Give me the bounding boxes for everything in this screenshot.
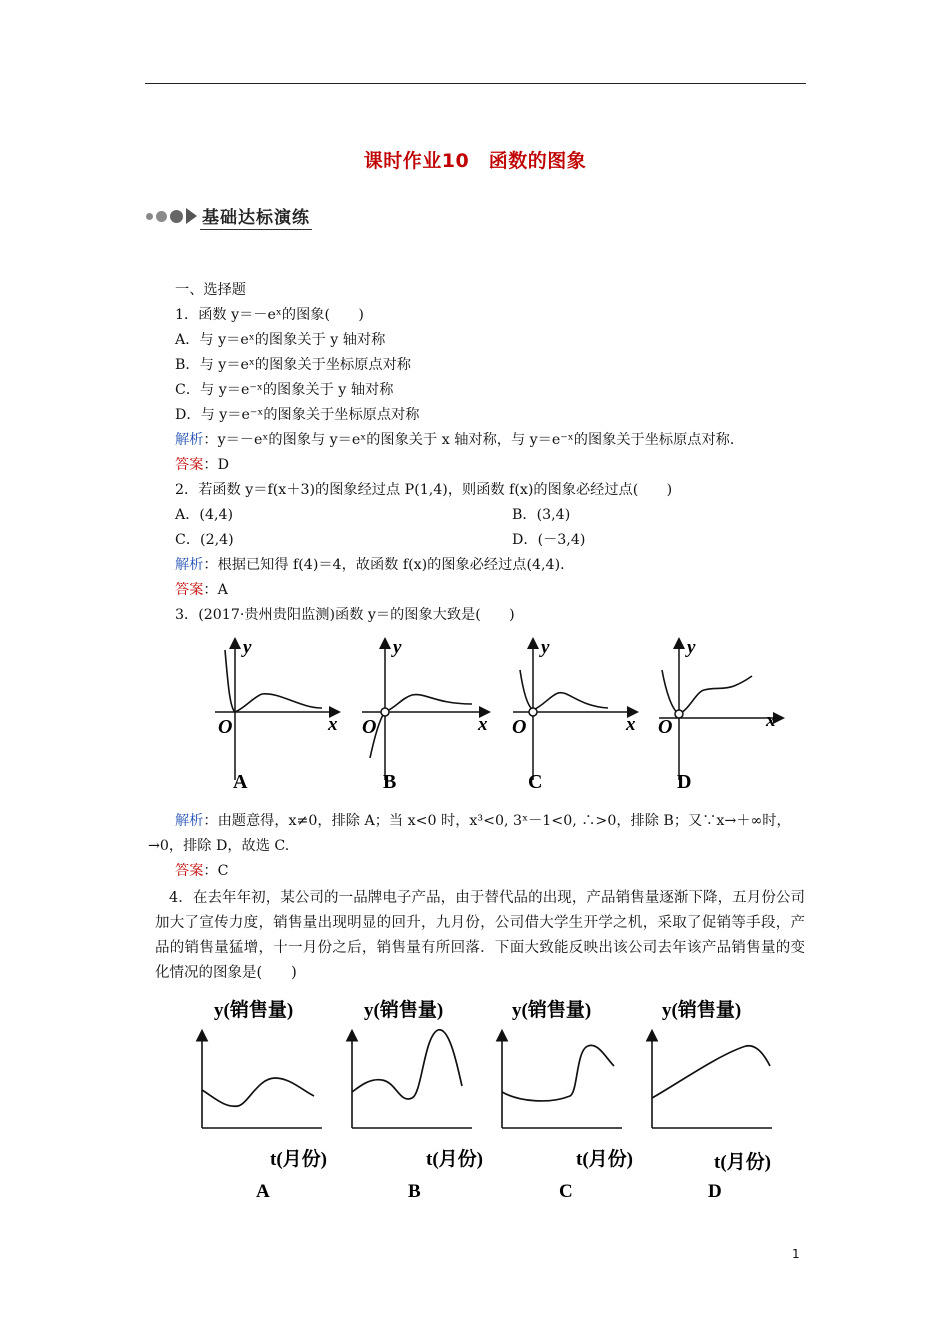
q2-answer-text: ：A xyxy=(203,582,228,598)
q4-x-label: t(月份) xyxy=(714,1152,771,1173)
origin-label: O xyxy=(218,716,233,738)
q2-answer xyxy=(175,580,228,600)
header-rule xyxy=(145,83,806,84)
axis-x-label: x xyxy=(626,714,636,735)
q4-stem: 4．在去年年初，某公司的一品牌电子产品，由于替代品的出现，产品销售量逐渐下降，五月份公司加大了宣传力度，销售量出现明显的回升，九月份，公司借大学生开学之机，采取了促销等手段，产品的销售量猛增，十一月份之后，销售量有所回落．下面大致能反映出该公司去年该产品销售量的变化情况的图象是( ) xyxy=(155,890,805,981)
q3-stem: 3．(2017·贵州贵阳监测)函数 y＝的图象大致是( ) xyxy=(175,607,515,623)
graph-label: D xyxy=(677,771,692,793)
q3-graph-d xyxy=(658,637,782,793)
section-banner-text: 基础达标演练 xyxy=(200,203,312,230)
q4-y-label: y(销售量) xyxy=(214,1000,294,1021)
q2-stem: 2．若函数 y＝f(x＋3)的图象经过点 P(1,4)，则函数 f(x)的图象必经过点( ) xyxy=(175,482,673,498)
q2-option-c: C．(2,4) xyxy=(175,532,234,548)
origin-label: O xyxy=(362,716,377,738)
axis-x-label: x xyxy=(328,714,338,735)
analysis-label: 解析 xyxy=(175,813,204,829)
q1-option-d: D．与 y＝e⁻ˣ的图象关于坐标原点对称 xyxy=(175,407,420,423)
bullet-dot-icon xyxy=(170,210,183,223)
axis-x-label: x xyxy=(478,714,488,735)
bullet-dot-icon xyxy=(156,211,167,222)
axis-x-label: x xyxy=(766,710,776,731)
q4-graph-b xyxy=(352,998,483,1202)
q4-graph-c xyxy=(502,998,633,1202)
graph-label: B xyxy=(383,771,397,793)
q4-x-label: t(月份) xyxy=(576,1149,633,1170)
answer-label: 答案 xyxy=(175,457,204,473)
q2-option-a: A．(4,4) xyxy=(175,507,234,523)
q3-answer xyxy=(175,861,228,881)
q4-y-label: y(销售量) xyxy=(662,1000,742,1021)
q3-analysis-line2: →0，排除 D，故选 C. xyxy=(148,838,290,854)
banner-arrow-icon xyxy=(186,208,197,224)
q3-analysis-line1: ：由题意得，x≠0，排除 A；当 x<0 时，x³<0, 3ˣ－1<0, ∴>0，排除 B；又∵x→＋∞时， xyxy=(203,813,791,829)
page-title: 课时作业10 函数的图象 xyxy=(363,150,587,172)
analysis-label: 解析 xyxy=(175,557,204,573)
bullet-dot-icon xyxy=(146,213,153,220)
q3-graphs-figure xyxy=(200,630,800,800)
q4-y-label: y(销售量) xyxy=(364,1000,444,1021)
q1-analysis xyxy=(175,430,744,450)
graph-label: C xyxy=(559,1181,573,1202)
answer-label: 答案 xyxy=(175,863,204,879)
q2-option-d: D．(－3,4) xyxy=(512,532,586,548)
axis-y-label: y xyxy=(687,637,696,658)
q1-option-a: A．与 y＝eˣ的图象关于 y 轴对称 xyxy=(175,332,386,348)
q2-analysis xyxy=(175,555,574,575)
q1-option-c: C．与 y＝e⁻ˣ的图象关于 y 轴对称 xyxy=(175,382,394,398)
q2-analysis-text: ：根据已知得 f(4)＝4，故函数 f(x)的图象必经过点(4,4)． xyxy=(203,557,575,573)
analysis-label: 解析 xyxy=(175,432,204,448)
section-banner xyxy=(146,204,312,228)
q1-answer xyxy=(175,455,229,475)
origin-label: O xyxy=(512,716,527,738)
q4-graph-a xyxy=(202,998,327,1202)
q1-option-b: B．与 y＝eˣ的图象关于坐标原点对称 xyxy=(175,357,411,373)
q1-analysis-text: ：y＝－eˣ的图象与 y＝eˣ的图象关于 x 轴对称，与 y＝e⁻ˣ的图象关于坐标原点对称． xyxy=(203,432,745,448)
q3-graph-c xyxy=(512,637,636,793)
graph-label: A xyxy=(233,771,248,793)
q3-graph-b xyxy=(362,637,488,793)
q1-answer-text: ：D xyxy=(203,457,229,473)
axis-y-label: y xyxy=(393,637,402,658)
q4-x-label: t(月份) xyxy=(270,1149,327,1170)
axis-y-label: y xyxy=(541,637,550,658)
q4-y-label: y(销售量) xyxy=(512,1000,592,1021)
graph-label: C xyxy=(528,771,543,793)
axis-y-label: y xyxy=(243,637,252,658)
q3-graph-a xyxy=(215,637,338,793)
q2-option-b: B．(3,4) xyxy=(512,507,571,523)
origin-label: O xyxy=(658,716,673,738)
q4-x-label: t(月份) xyxy=(426,1149,483,1170)
q4-graph-d xyxy=(652,998,772,1202)
q1-stem: 1．函数 y＝－eˣ的图象( ) xyxy=(175,307,364,323)
graph-label: B xyxy=(408,1181,421,1202)
heading-choice: 一、选择题 xyxy=(175,282,246,298)
graph-label: D xyxy=(708,1181,722,1202)
q3-analysis xyxy=(175,811,791,831)
q4-graphs-figure xyxy=(190,990,810,1205)
answer-label: 答案 xyxy=(175,582,204,598)
q3-answer-text: ：C xyxy=(203,863,229,879)
page-number: 1 xyxy=(792,1247,800,1261)
graph-label: A xyxy=(256,1181,270,1202)
